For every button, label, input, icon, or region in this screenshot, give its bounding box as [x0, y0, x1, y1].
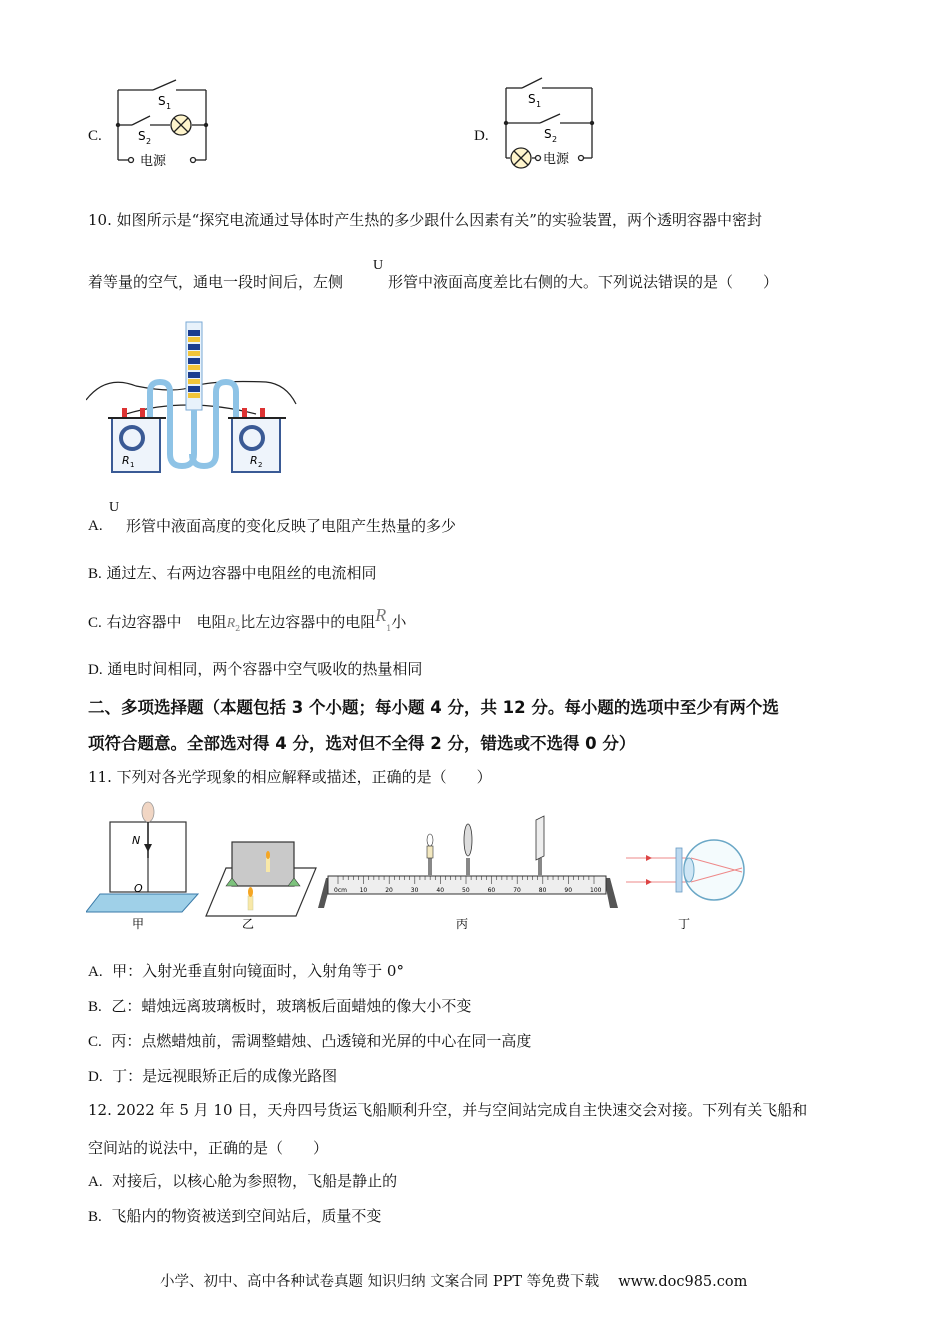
c-s2-label: S [138, 129, 146, 143]
jia-caption: 甲 [132, 917, 145, 931]
q10-option-c: C. 右边容器中 电阻$R_2$比左边容器中的电阻$R_1$小 [88, 605, 407, 633]
c-s1-label: S [158, 94, 166, 108]
ruler-tick-label: 90 [564, 887, 573, 894]
q10-r2-sub: 2 [258, 461, 263, 469]
ruler-tick-label: 20 [385, 887, 393, 894]
section2-heading-line1: 二、多项选择题（本题包括 3 个小题；每小题 4 分，共 12 分。每小题的选项中至少有两个选 [88, 698, 779, 717]
circuit-d-diagram [496, 72, 601, 172]
q11-optics-figure [86, 798, 766, 938]
q10-stem-line2b: 形管中液面高度差比右侧的大。下列说法错误的是（ ） [388, 273, 779, 291]
q10-option-a-u: U [109, 500, 120, 515]
section2-heading-line2: 项符合题意。全部选对得 4 分，选对但不全得 2 分，错选或不选得 0 分） [88, 734, 636, 753]
q12-stem-line1: 12. 2022 年 5 月 10 日，天舟四号货运飞船顺利升空，并与空间站完成自主快速交会对接。下列有关飞船和 [88, 1101, 808, 1119]
d-s2-sub: 2 [552, 135, 558, 144]
ruler-tick-label: 0cm [334, 887, 347, 894]
q10-r1-sub: 1 [130, 461, 135, 469]
q10-option-d: D. 通电时间相同，两个容器中空气吸收的热量相同 [88, 660, 423, 678]
q11-option-d: D. 丁：是远视眼矫正后的成像光路图 [88, 1067, 338, 1085]
ruler-tick-label: 80 [538, 887, 547, 894]
c-s1-sub: 1 [166, 102, 172, 111]
c-power-label: 电源 [140, 154, 167, 169]
q11-stem: 11. 下列对各光学现象的相应解释或描述，正确的是（ ） [88, 768, 492, 786]
jia-n-label: N [132, 834, 141, 847]
q10-option-a-text: 形管中液面高度的变化反映了电阻产生热量的多少 [126, 517, 457, 535]
q12-option-a: A. 对接后，以核心舱为参照物，飞船是静止的 [88, 1172, 398, 1190]
d-s1-label: S [528, 92, 536, 106]
q10-stem-line1: 10. 如图所示是“探究电流通过导体时产生热的多少跟什么因素有关”的实验装置，两个透明容器中密封 [88, 211, 762, 229]
c-s2-sub: 2 [146, 137, 152, 146]
q10-option-b: B. 通过左、右两边容器中电阻丝的电流相同 [88, 564, 377, 582]
q10-apparatus-figure [86, 314, 301, 476]
ruler-tick-label: 40 [436, 887, 445, 894]
q11-option-b: B. 乙：蜡烛远离玻璃板时，玻璃板后面蜡烛的像大小不变 [88, 997, 472, 1015]
q10-u-symbol: U [373, 258, 384, 273]
q12-stem-line2: 空间站的说法中，正确的是（ ） [88, 1139, 329, 1157]
q10-stem-line2a: 着等量的空气，通电一段时间后，左侧 [88, 273, 344, 291]
yi-caption: 乙 [242, 917, 255, 931]
q11-option-c: C. 丙：点燃蜡烛前，需调整蜡烛、凸透镜和光屏的中心在同一高度 [88, 1032, 532, 1050]
page-footer: 小学、初中、高中各种试卷真题 知识归纳 文案合同 PPT 等免费下载 www.doc985.com [160, 1274, 748, 1290]
q10-r1-label: R [122, 454, 130, 467]
ruler-tick-label: 50 [462, 887, 470, 894]
d-s2-label: S [544, 127, 552, 141]
option-d-label: D. [474, 128, 489, 144]
q11-option-a: A. 甲：入射光垂直射向镜面时，入射角等于 0° [88, 962, 404, 980]
d-power-label: 电源 [543, 152, 570, 167]
option-c-label: C. [88, 128, 102, 144]
d-s1-sub: 1 [536, 100, 542, 109]
circuit-c-diagram [108, 74, 213, 172]
ding-caption: 丁 [678, 917, 691, 931]
bing-caption: 丙 [456, 917, 469, 931]
q10-option-a-label: A. [88, 518, 103, 534]
jia-o-label: O [134, 882, 143, 895]
ruler-tick-label: 100 [590, 887, 602, 894]
ruler-tick-label: 60 [487, 887, 496, 894]
ruler-tick-label: 30 [410, 887, 419, 894]
q12-option-b: B. 飞船内的物资被送到空间站后，质量不变 [88, 1207, 382, 1225]
ruler-tick-label: 70 [513, 887, 521, 894]
q10-r2-label: R [250, 454, 258, 467]
ruler-tick-label: 10 [359, 887, 368, 894]
